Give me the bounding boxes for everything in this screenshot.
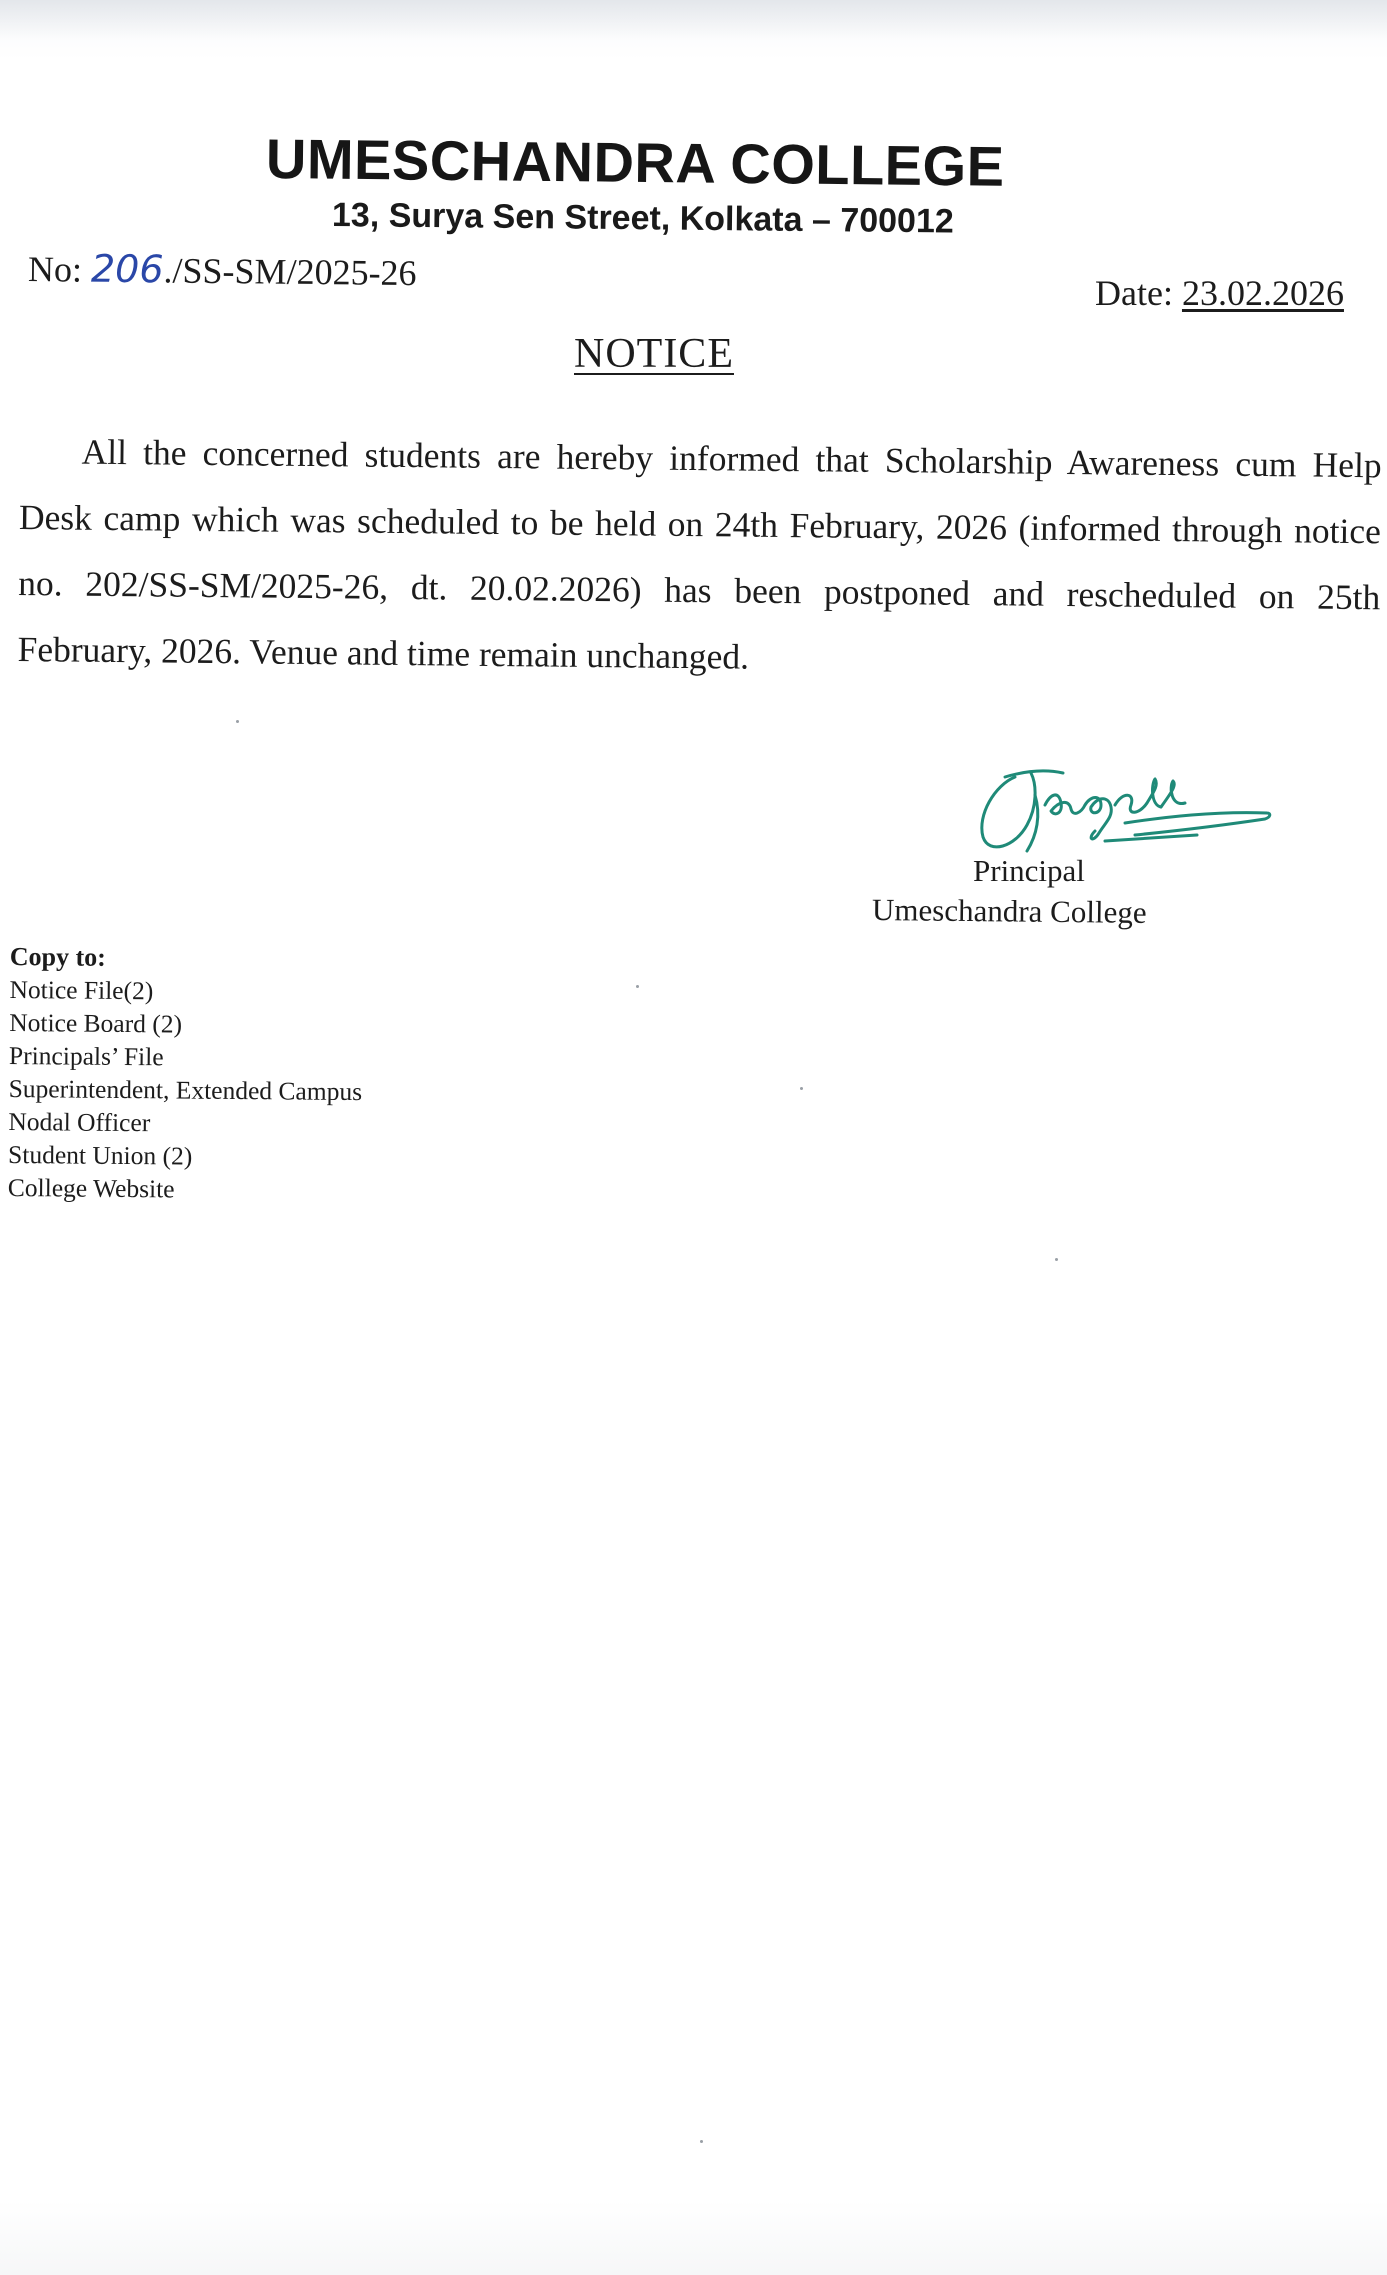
date-value: 23.02.2026 — [1181, 273, 1344, 313]
scan-speck — [636, 985, 639, 988]
copy-to-item: College Website — [7, 1172, 175, 1204]
principal-signature — [975, 755, 1285, 865]
principal-college: Umeschandra College — [871, 892, 1147, 930]
scan-speck — [1055, 1258, 1058, 1261]
copy-to-heading: Copy to: — [9, 941, 107, 972]
notice-body: All the concerned students are hereby informed that Scholarship Awareness cum Help Desk camp which was scheduled to be held on 24th February, 2026 (informed through notice no. 202/SS-SM/2025-26, dt. 20.02.2026) has been postponed and rescheduled on 25th February, 2026. Venue and time remain unchanged. — [17, 431, 1382, 677]
scan-speck — [800, 1087, 803, 1090]
copy-to-item: Superintendent, Extended Campus — [8, 1073, 363, 1107]
principal-title: Principal — [973, 853, 1085, 888]
copy-to-item: Notice File(2) — [9, 974, 154, 1006]
college-name: UMESCHANDRA COLLEGE — [265, 127, 1005, 198]
copy-to-item: Nodal Officer — [8, 1106, 151, 1138]
notice-date — [1095, 272, 1344, 314]
scan-speck — [700, 2140, 703, 2143]
notice-heading: NOTICE — [574, 331, 734, 377]
reference-handwritten-number: 206 — [90, 246, 164, 292]
scan-speck — [236, 720, 239, 723]
reference-suffix: ./SS-SM/2025-26 — [163, 250, 417, 294]
reference-number — [28, 246, 417, 294]
copy-to-item: Student Union (2) — [8, 1139, 193, 1171]
copy-to-item: Principals’ File — [8, 1040, 164, 1072]
scan-edge-shadow — [0, 0, 1387, 40]
reference-prefix: No: — [27, 249, 92, 290]
college-address: 13, Surya Sen Street, Kolkata – 700012 — [331, 196, 954, 241]
date-label: Date: — [1095, 273, 1182, 313]
copy-to-item: Notice Board (2) — [9, 1007, 183, 1039]
copy-to-list — [8, 940, 364, 1207]
